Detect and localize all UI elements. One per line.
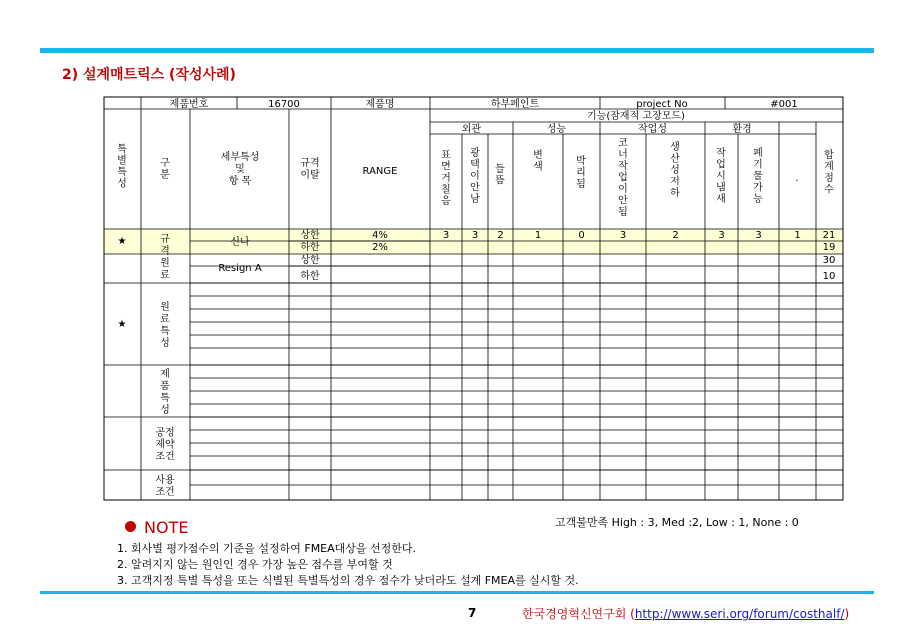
function-header-7-char: 새: [716, 194, 726, 205]
product-name-value: 하부페인트: [490, 99, 540, 110]
function-header-1-char: 광: [470, 148, 480, 159]
function-header-4: [576, 154, 586, 190]
function-header-5-char: 됨: [618, 207, 628, 218]
bottom-accent-bar: [40, 591, 874, 594]
total-score: 19: [822, 242, 836, 253]
function-header-1-char: 남: [470, 194, 480, 205]
function-header-8-char: 폐: [753, 148, 763, 159]
range-header: RANGE: [362, 166, 398, 177]
section-label-1-char: 성: [160, 338, 170, 349]
detail-header-3: 항 목: [228, 176, 252, 187]
function-header-5-char: 업: [618, 172, 628, 184]
function-header-8-char: 기: [753, 159, 763, 171]
range-value: 4%: [372, 230, 388, 241]
detail-header-1: 세부특성: [220, 152, 260, 163]
note-heading: NOTE: [125, 518, 188, 537]
section-label-0-char: 원: [160, 258, 170, 269]
project-no-value: #001: [770, 99, 798, 110]
special-char-header-char: 별: [117, 155, 127, 167]
section-label-0-char: 규: [160, 234, 170, 245]
section-label-1-char: 료: [160, 314, 170, 325]
product-name-label: 제품명: [365, 99, 395, 110]
category-header-char: 구: [160, 158, 170, 169]
function-header-6: [670, 140, 680, 199]
note-item: 1. 회사별 평가점수의 기준을 설정하여 FMEA대상을 선정한다.: [117, 542, 417, 555]
score-cell: 3: [619, 230, 627, 241]
function-header-8: [753, 146, 763, 205]
special-char-header: [117, 143, 127, 190]
function-header-7-char: 시: [716, 171, 726, 182]
section-label-3: 제약: [155, 439, 175, 451]
category-header-char: 분: [160, 169, 170, 181]
function-header-7: [716, 146, 726, 205]
function-header-9-char: ·: [795, 176, 799, 187]
function-header-0-char: 칠: [441, 184, 451, 196]
range-value: 2%: [372, 242, 388, 253]
function-header-6-char: 저: [670, 176, 680, 188]
function-header-5: [618, 137, 628, 218]
function-header-5-char: 안: [618, 195, 628, 207]
project-no-label: project No: [636, 99, 688, 110]
product-no-value: 16700: [268, 99, 300, 110]
special-char-header-char: 특: [117, 167, 127, 178]
function-header-5-char: 너: [618, 149, 628, 161]
limit-label: 하한: [300, 242, 320, 253]
function-header-7-char: 작: [716, 148, 726, 159]
deviation-header-2: 이탈: [300, 170, 320, 181]
page-number: 7: [468, 606, 477, 620]
function-header-3-char: 변: [533, 150, 543, 161]
total-score-header-char: 합: [824, 150, 834, 161]
function-header-0-char: 거: [441, 173, 451, 184]
score-cell: 2: [672, 230, 679, 241]
section-label-3: 공정: [155, 427, 175, 439]
category-header: [160, 157, 170, 181]
section-label-1: [160, 300, 170, 349]
total-score: 30: [822, 255, 836, 266]
score-cell: 1: [534, 230, 542, 241]
function-group-2: 작업성: [638, 124, 667, 135]
function-header-7-char: 업: [716, 159, 726, 171]
function-header-0: [441, 149, 451, 207]
page-title: 2) 설계매트릭스 (작성사례): [62, 67, 236, 83]
special-char-header-char: 특: [117, 144, 127, 155]
function-header-2-char: 들: [495, 164, 505, 175]
total-score-header: [824, 148, 834, 196]
section-label-1-char: 원: [160, 302, 170, 313]
section-label-2-char: 품: [160, 381, 170, 392]
score-cell: 3: [471, 230, 479, 241]
function-group-1: 성능: [546, 124, 567, 135]
function-header-6-char: 산: [670, 153, 680, 165]
total-score-header-char: 점: [824, 173, 834, 184]
footer-credit: 한국경영혁신연구회 (http://www.seri.org/forum/costhalf/): [522, 607, 850, 621]
function-header-4-char: 박: [576, 156, 586, 167]
function-group-3: 환경: [732, 124, 752, 135]
score-cell: 3: [718, 230, 725, 241]
footer-link[interactable]: http://www.seri.org/forum/costhalf/: [634, 607, 845, 621]
function-header-0-char: 음: [441, 196, 451, 207]
section-label-0: [160, 233, 170, 281]
bullet-icon: [125, 521, 136, 532]
deviation-header-1: 규격: [300, 158, 320, 169]
total-score-header-char: 계: [824, 161, 834, 173]
note-list: [117, 541, 579, 589]
special-star-icon: ★: [117, 319, 127, 330]
function-group-0: 외관: [461, 124, 482, 135]
limit-label: 상한: [300, 255, 320, 266]
section-label-2-char: 성: [160, 405, 170, 416]
function-header-3-char: 색: [533, 161, 543, 173]
section-label-1-char: 특: [160, 326, 170, 337]
limit-label: 상한: [300, 230, 320, 241]
total-score-header-char: 수: [824, 184, 834, 196]
special-star-icon: ★: [117, 236, 127, 247]
limit-label: 하한: [300, 271, 320, 282]
function-header-6-char: 하: [670, 188, 680, 199]
score-cell: 1: [794, 230, 801, 241]
function-header-0-char: 면: [441, 161, 451, 173]
section-label-3: 조건: [155, 451, 175, 463]
item-name: Resign A: [218, 263, 262, 274]
section-label-2-char: 특: [160, 393, 170, 404]
detail-header-2: 및: [235, 164, 245, 175]
function-header-7-char: 냄: [716, 182, 726, 194]
section-label-4: 사용: [155, 475, 175, 486]
function-header-9: [795, 176, 798, 187]
function-header-2-char: 뜸: [495, 175, 505, 187]
function-header-6-char: 생: [670, 142, 680, 153]
total-score: 21: [822, 230, 836, 241]
function-group-label: 기능(잠재적 고장모드): [587, 111, 685, 122]
function-header-4-char: 됨: [576, 179, 586, 190]
function-header-2: [495, 163, 505, 187]
function-header-0-char: 표: [441, 150, 451, 161]
score-cell: 2: [497, 230, 504, 241]
function-header-3: [533, 148, 543, 173]
item-name: 신나: [230, 237, 250, 248]
section-label-2: [160, 367, 170, 416]
note-item: 3. 고객지정 특별 특성을 또는 식별된 특별특성의 경우 점수가 낮더라도 설계 FMEA를 실시할 것.: [117, 574, 579, 587]
score-cell: 3: [755, 230, 762, 241]
score-scale: 고객불만족 High : 3, Med :2, Low : 1, None : 0: [555, 516, 799, 529]
score-cell: 3: [442, 230, 450, 241]
section-label-0-char: 격: [160, 246, 170, 257]
product-no-label: 제품번호: [169, 99, 209, 110]
score-cell: 0: [578, 230, 585, 241]
section-label-0-char: 료: [160, 270, 170, 281]
function-header-5-char: 이: [618, 184, 628, 195]
function-header-5-char: 코: [618, 138, 628, 149]
section-label-2-char: 제: [160, 369, 170, 380]
note-item: 2. 알려지지 않는 원인인 경우 가장 높은 점수를 부여할 것: [117, 558, 393, 571]
function-header-1-char: 안: [470, 182, 480, 194]
special-char-header-char: 성: [117, 178, 127, 190]
function-header-4-char: 리: [576, 167, 586, 179]
function-header-8-char: 능: [753, 194, 763, 205]
function-header-1-char: 이: [470, 171, 480, 182]
function-header-1-char: 택: [470, 159, 480, 171]
function-header-1: [470, 146, 480, 205]
function-header-6-char: 성: [670, 165, 680, 176]
function-header-8-char: 가: [753, 182, 763, 194]
section-label-4: 조건: [155, 487, 175, 498]
function-header-5-char: 작: [618, 161, 628, 172]
total-score: 10: [822, 271, 836, 282]
function-header-8-char: 물: [753, 171, 763, 182]
